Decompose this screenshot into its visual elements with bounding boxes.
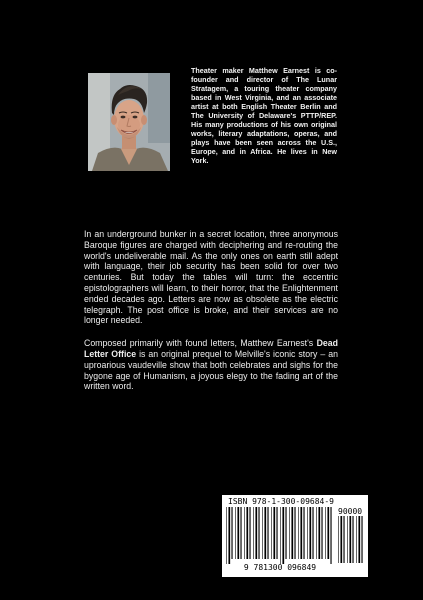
- barcode-bar: [356, 516, 357, 563]
- barcode-bar: [276, 507, 277, 559]
- author-photo: [88, 73, 170, 171]
- book-blurb: [84, 229, 338, 392]
- blurb-paragraph-2-rest: is an original prequel to Melville's iconic story – an uproarious vaudeville show that both celebrates and sighs for the bygone age of Humanism, a joyous elegy to the fading art of the written word.: [84, 348, 338, 392]
- barcode-bar: [246, 507, 248, 559]
- barcode-bar: [294, 507, 295, 559]
- barcode-bar: [280, 507, 281, 564]
- barcode-bar: [289, 507, 290, 559]
- barcode-bar: [330, 507, 331, 564]
- barcode-bar: [327, 507, 329, 559]
- barcode-bar: [258, 507, 259, 559]
- barcode-bar: [253, 507, 254, 559]
- barcode-bar: [303, 507, 304, 559]
- barcode-bar: [312, 507, 313, 559]
- barcode-bar: [316, 507, 317, 559]
- isbn-barcode: [222, 495, 368, 577]
- blurb-paragraph-2: [84, 338, 338, 392]
- barcode-bar: [264, 507, 266, 559]
- author-portrait-image: [88, 73, 170, 171]
- barcode-bar: [244, 507, 245, 559]
- barcode-bar: [235, 507, 236, 559]
- barcode-bar: [228, 507, 230, 564]
- author-bio: Theater maker Matthew Earnest is co-founder and director of The Lunar Stratagem, a touring theater company based in West Virginia, and an associate artist at both English Theater Berlin and The University of Delaware's PTTP/REP. His many productions of his own original works, literary adaptations, operas, and plays have been seen across the U.S., Europe, and in Africa. He lives in New York.: [191, 66, 337, 165]
- barcode-bar: [298, 507, 299, 559]
- barcode-bar: [325, 507, 326, 559]
- barcode-bar: [340, 516, 342, 563]
- barcode-bar: [226, 507, 227, 564]
- barcode-bar: [231, 507, 232, 559]
- isbn-number: ISBN 978-1-300-09684-9: [228, 497, 334, 506]
- barcode-bar: [338, 516, 339, 563]
- barcode-bar: [318, 507, 320, 559]
- price-code: 90000: [338, 507, 363, 516]
- barcode-bar: [249, 507, 250, 559]
- barcode-bar: [352, 516, 353, 563]
- blurb-paragraph-2-lead: Composed primarily with found letters, Matthew Earnest's: [84, 338, 317, 349]
- barcode-bar: [273, 507, 275, 559]
- ean-digits: 9 781300 096849: [243, 563, 317, 572]
- barcode-bar: [321, 507, 322, 559]
- barcode-bar: [361, 516, 362, 563]
- barcode-bar: [237, 507, 239, 559]
- barcode-bar: [271, 507, 272, 559]
- blurb-paragraph-1: In an underground bunker in a secret location, three anonymous Baroque figures are charged with deciphering and re-routing the world's undeliverable mail. As the only ones on earth still adept with language, their job security has been solid for over two centuries. But today the tables will turn: the eccentric epistolographers will learn, to their horror, that the Enlightenment ended decades ago. Letters are now as obsolete as the electric telegraph. The post office is broke, and their services are no longer needed.: [84, 229, 338, 326]
- barcode-bar: [349, 516, 351, 563]
- barcode-bar: [267, 507, 268, 559]
- addon-barcode-bars: [338, 516, 363, 568]
- barcode-bar: [282, 507, 284, 564]
- barcode-bar: [255, 507, 257, 559]
- barcode-bar: [309, 507, 311, 559]
- barcode-bar: [240, 507, 241, 559]
- book-title: Dead Letter Office: [84, 338, 338, 359]
- barcode-bar: [262, 507, 263, 559]
- barcode-bar: [347, 516, 348, 563]
- barcode-bar: [343, 516, 344, 563]
- barcode-bar: [300, 507, 302, 559]
- ean-barcode-bars: [226, 507, 334, 564]
- barcode-bar: [358, 516, 360, 563]
- barcode-bar: [291, 507, 293, 559]
- barcode-bar: [285, 507, 286, 559]
- barcode-bar: [307, 507, 308, 559]
